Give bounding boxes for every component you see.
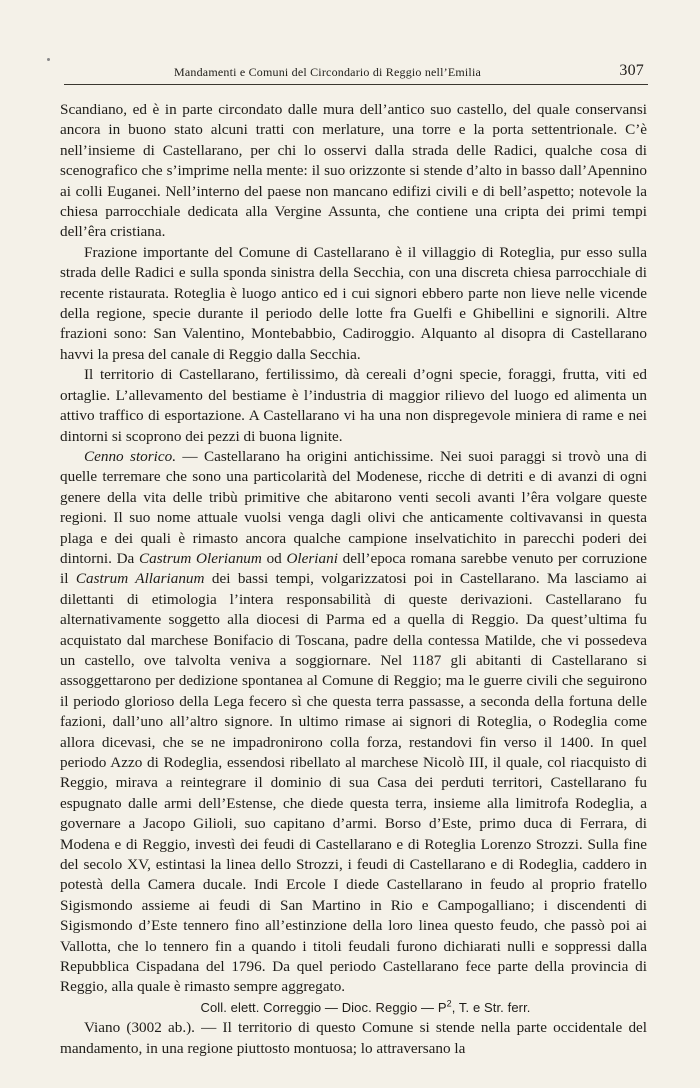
printer-dot: [47, 58, 50, 61]
text-run: dell’epoca romana sarebbe venuto per corruzione il: [60, 549, 647, 588]
text-run: Coll. elett. Correggio — Dioc. Reggio — P: [200, 999, 447, 1015]
superscript: 2: [446, 998, 452, 1009]
latin-name: Castrum Allarianum: [75, 570, 205, 588]
electoral-info-line: [60, 998, 647, 1018]
running-title: Mandamenti e Comuni del Circondario di Reggio nell’Emilia: [174, 65, 482, 79]
paragraph: Scandiano, ed è in parte circondato dalle mura dell’antico suo castello, del quale conservansi ancora in buono stato alcuni tratti con merlature, una torre e la porta settentrionale. C’è nell’insieme di Castellarano, per chi lo osservi dalla strada delle Radici, qualche cosa di scenografico che s’imprime nella mente: il suo orizzonte si stende d’alto in basso dall’Apennino ai colli Euganei. Nell’interno del paese non mancano edifizi civili e di bell’aspetto; notevole la chiesa parrocchiale dedicata alla Vergine Assunta, che contiene una cripta dei primi tempi dell’êra cristiana.: [60, 101, 647, 241]
text-run: — Castellarano ha origini antichissime. Nei suoi paraggi si trovò una di quelle terremare che sono una particolarità del Modenese, ricche di detriti e di avanzi di ogni genere della vita delle tribù primitive che abitarono venti secoli avanti l’êra volgare queste regioni. Il suo nome attuale vuolsi venga dagli olivi che anticamente coltivavansi in questa plaga e dei quali è rimasto ancora qualche campione inselvatichito in parecchi poderi dei dintorni. Da: [60, 447, 647, 567]
paragraph: Frazione importante del Comune di Castellarano è il villaggio di Roteglia, pur esso sulla strada delle Radici e sulla sponda sinistra della Secchia, con una discreta chiesa parrocchiale di recente ristaurata. Roteglia è luogo antico ed i cui signori ebbero parte non lieve nelle vicende della regione, specie durante il periodo delle lotte fra Guelfi e Ghibellini e signorili. Altre frazioni sono: San Valentino, Montebabbio, Cadiroggio. Alquanto al disopra di Castellarano havvi la presa del canale di Reggio dalla Secchia.: [60, 243, 647, 363]
paragraph-cenno-storico: [60, 447, 647, 998]
text-run: dei bassi tempi, volgarizzatosi poi in Castellarano. Ma lasciamo ai dilettanti di etimologia l’intera responsabilità di queste derivazioni. Castellarano fu alternativamente soggetto alla diocesi di Parma ed a quella di Reggio. Da quest’ultima fu acquistato dal marchese Bonifacio di Toscana, padre della contessa Matilde, che vi possedeva un castello, ove talvolta veniva a soggiornare. Nel 1187 gli abitanti di Castellarano si assoggettarono per dedizione spontanea al Comune di Reggio; ma le guerre civili che seguirono il periodo glorioso della Lega fecero sì che questa terra passasse, a seconda della fortuna delle fazioni, dall’uno all’altro signore. In ultimo rimase ai signori di Roteglia, o Rodeglia come allora dicevasi, che se ne impadronirono colla forza, restandovi fin verso il 1400. In quel periodo Azzo di Rodeglia, essendosi ribellato al marchese Nicolò III, il quale, col riacquisto di Reggio, mirava a reintegrare il dominio di sua Casa dei perduti territori, Castellarano fu espugnato dalle armi dell’Estense, che diede questa terra, insieme alla limitrofa Rodeglia, a governare a Jacopo Gilioli, suo capitano d’armi. Borso d’Este, primo duca di Ferrara, di Modena e di Reggio, investì dei feudi di Castellarano e di Roteglia Lorenzo Strozzi. Sulla fine del secolo XV, estintasi la linea dello Strozzi, i feudi di Castellarano e di Rodeglia, caddero in potestà della Camera ducale. Indi Ercole I diede Castellarano in feudo al proprio fratello Sigismondo assieme ai feudi di San Martino in Rio e Campogalliano; i discendenti di Sigismondo d’Este tennero fino all’estinzione della loro linea questo feudo, che passò poi ai Vallotta, che lo tennero fin a quando i titoli feudali furono dichiarati nulli e soppressi dalla Repubblica Cispadana del 1796. Da quel periodo Castellarano fece parte della provincia di Reggio, alla quale è rimasto sempre aggregato.: [60, 570, 647, 996]
paragraph-viano: Viano (3002 ab.). — Il territorio di questo Comune si stende nella parte occidentale del mandamento, in una regione piuttosto montuosa; lo attraversano la: [60, 1019, 647, 1057]
latin-name: Oleriani: [286, 549, 338, 567]
running-header: [64, 62, 648, 85]
page-number: 307: [619, 62, 644, 79]
body-text: [60, 100, 647, 1059]
paragraph: Il territorio di Castellarano, fertilissimo, dà cereali d’ogni specie, foraggi, frutta, viti ed ortaglie. L’allevamento del bestiame è l’industria di maggior rilievo del luogo ed alimenta un attivo traffico di esportazione. A Castellarano vi ha una non dispregevole miniera di rame e nei dintorni si scoprono dei pezzi di buona lignite.: [60, 366, 647, 445]
text-run: , T. e Str. ferr.: [451, 999, 531, 1015]
latin-name: Castrum Olerianum: [139, 549, 262, 567]
section-label: Cenno storico.: [84, 447, 177, 465]
text-run: od: [261, 549, 287, 567]
